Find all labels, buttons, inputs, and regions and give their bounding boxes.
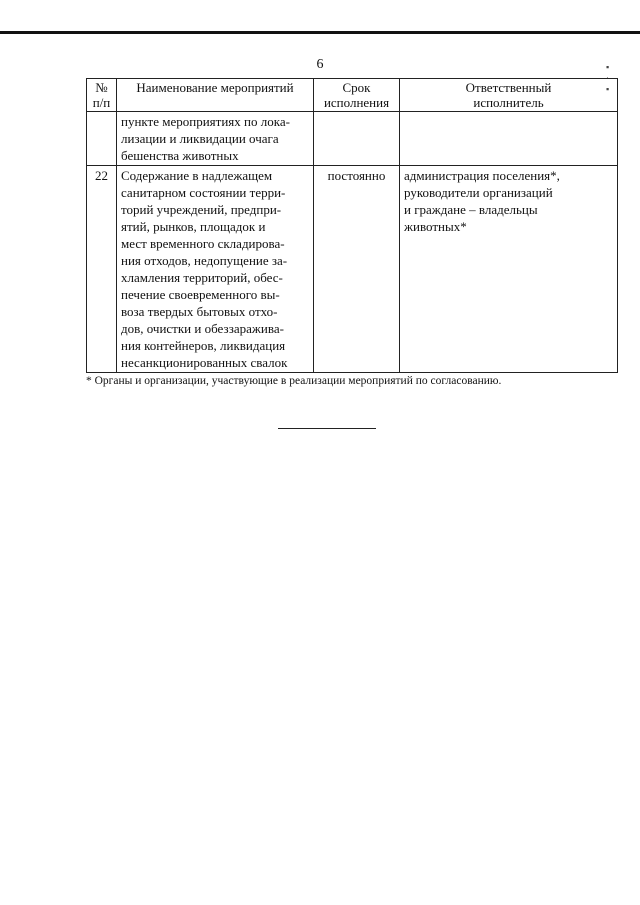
executor-cell: администрация поселения*, руководители организаций и граждане – владельцы животных* — [400, 166, 618, 373]
table-row — [87, 112, 618, 166]
measure-name-cell: Содержание в надлежащем санитарном состоянии терри- торий учреждений, предпри- ятий, рынков, площадок и мест временного складирова- ния отходов, недопущение за- хламления территорий, обес- печение своевременного вы- воза твердых бытовых отхо- дов, очистки и обеззаражива- ния контейнеров, ликвидация несанкционированных свалок — [117, 166, 314, 373]
header-executor: Ответственный исполнитель — [400, 79, 618, 112]
footnote: * Органы и организации, участвующие в реализации мероприятий по согласованию. — [86, 375, 502, 387]
measures-table — [86, 78, 618, 373]
table-header-row — [87, 79, 618, 112]
executor-cell — [400, 112, 618, 166]
margin-scan-marks: ▪ · ▪ — [606, 62, 610, 94]
end-rule — [278, 428, 376, 429]
measure-name-cell: пункте мероприятиях по лока- лизации и ликвидации очага бешенства животных — [117, 112, 314, 166]
page-number: 6 — [316, 57, 324, 72]
header-num: № п/п — [87, 79, 117, 112]
row-number-cell — [87, 112, 117, 166]
top-rule — [0, 31, 640, 34]
header-name: Наименование мероприятий — [117, 79, 314, 112]
header-term: Срок исполнения — [314, 79, 400, 112]
term-cell: постоянно — [314, 166, 400, 373]
row-number-cell: 22 — [87, 166, 117, 373]
table-row — [87, 166, 618, 373]
term-cell — [314, 112, 400, 166]
